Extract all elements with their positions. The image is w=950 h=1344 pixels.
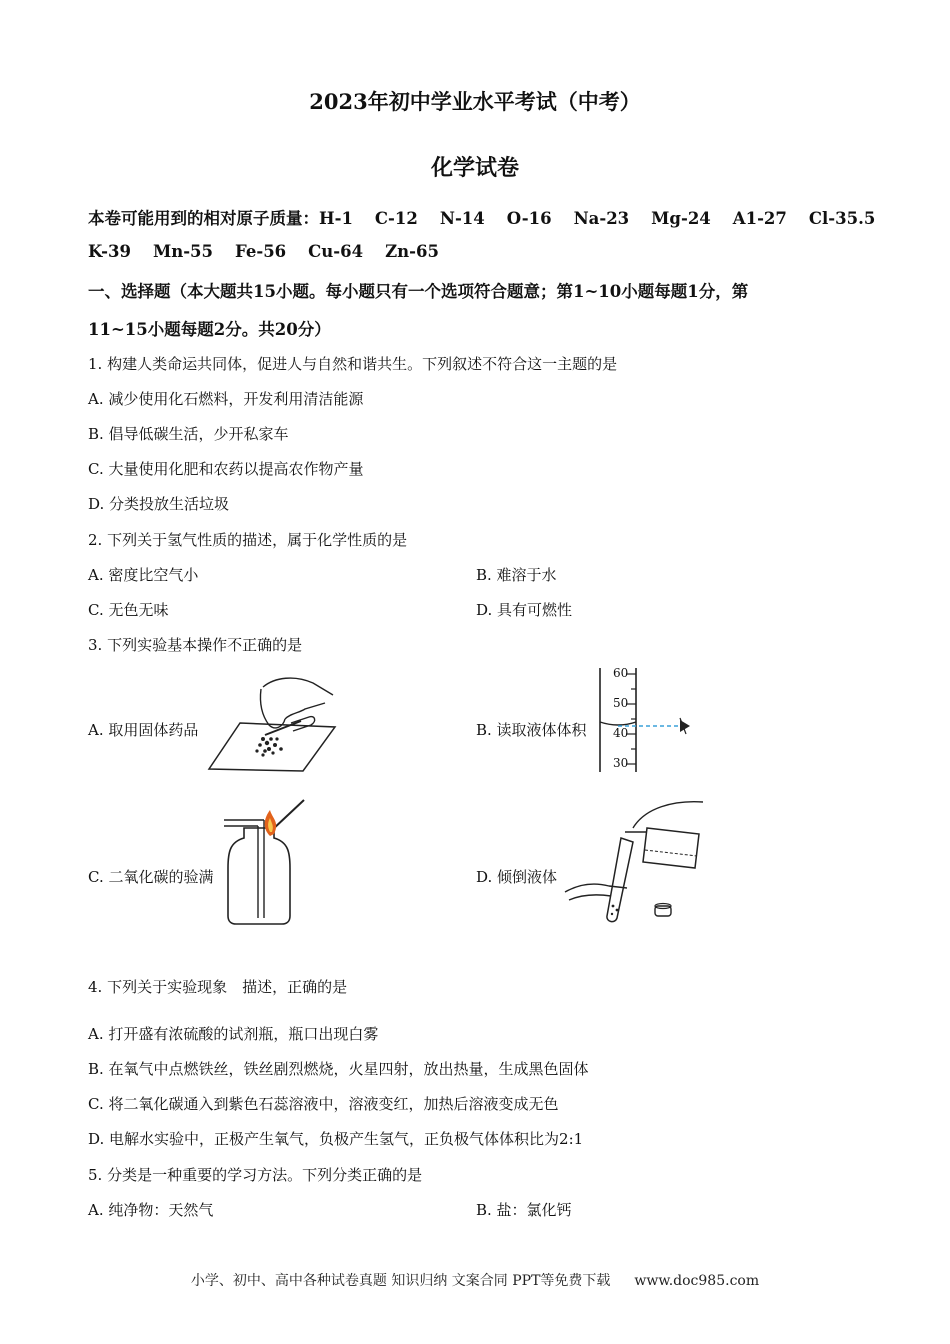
atom-mass: A1-27 [732,209,787,228]
atom-mass: C-12 [374,209,418,228]
option: C. 无色无味 [88,601,169,619]
question-stem: 5. 分类是一种重要的学习方法。下列分类正确的是 [88,1166,423,1184]
page-footer [0,1270,950,1290]
section-heading: 一、选择题（本大题共15小题。每小题只有一个选项符合题意；第1~10小题每题1分，第 [88,282,749,301]
atom-mass: Na-23 [573,209,630,228]
gas-bottle-match-icon [222,798,312,926]
hand-spatula-solid-icon [205,665,345,775]
option: C. 大量使用化肥和农药以提高农作物产量 [88,460,364,478]
footer-url[interactable]: www.doc985.com [634,1273,760,1289]
option: D. 倾倒液体 [476,868,558,886]
atom-mass: N-14 [439,209,485,228]
option: B. 读取液体体积 [476,721,587,739]
atomic-masses-line1 [88,205,875,229]
footer-text: 小学、初中、高中各种试卷真题 知识归纳 文案合同 PPT等免费下载 [190,1273,611,1289]
scale-label: 40 [613,726,629,740]
atom-mass: Zn-65 [385,242,439,261]
option: C. 二氧化碳的验满 [88,868,214,886]
atom-mass: O-16 [506,209,552,228]
atom-mass: Fe-56 [235,242,287,261]
pouring-liquid-icon [563,798,713,926]
question-stem: 2. 下列关于氢气性质的描述，属于化学性质的是 [88,531,408,549]
atom-mass: Mg-24 [651,209,711,228]
option: B. 盐：氯化钙 [476,1201,572,1219]
page-title: 2023年初中学业水平考试（中考） [309,89,641,114]
option: D. 具有可燃性 [476,601,573,619]
atomic-masses-line2 [88,242,461,261]
option: A. 取用固体药品 [88,721,199,739]
atom-mass: Cl-35.5 [808,209,876,228]
scale-label: 60 [613,666,629,680]
question-stem: 4. 下列关于实验现象 描述，正确的是 [88,978,348,996]
option: D. 分类投放生活垃圾 [88,495,230,513]
atom-mass: Mn-55 [152,242,214,261]
option: A. 打开盛有浓硫酸的试剂瓶，瓶口出现白雾 [88,1025,379,1043]
atom-mass: H-1 [319,209,353,228]
option: B. 倡导低碳生活，少开私家车 [88,425,289,443]
scale-label: 30 [613,756,629,770]
atomic-label: 本卷可能用到的相对原子质量： [88,209,319,228]
option: A. 减少使用化石燃料，开发利用清洁能源 [88,390,364,408]
option: C. 将二氧化碳通入到紫色石蕊溶液中，溶液变红，加热后溶液变成无色 [88,1095,559,1113]
option: A. 纯净物：天然气 [88,1201,214,1219]
atom-mass: Cu-64 [308,242,364,261]
page-subtitle: 化学试卷 [430,155,519,181]
question-stem: 1. 构建人类命运共同体，促进人与自然和谐共生。下列叙述不符合这一主题的是 [88,355,618,373]
section-heading-cont: 11~15小题每题2分。共20分） [88,320,331,339]
scale-label: 50 [613,696,629,710]
question-stem: 3. 下列实验基本操作不正确的是 [88,636,303,654]
option: D. 电解水实验中，正极产生氧气，负极产生氢气，正负极气体体积比为2:1 [88,1130,584,1148]
atom-mass: K-39 [88,242,131,261]
option: B. 在氧气中点燃铁丝，铁丝剧烈燃烧，火星四射，放出热量，生成黑色固体 [88,1060,589,1078]
option: A. 密度比空气小 [88,566,199,584]
option: B. 难溶于水 [476,566,557,584]
